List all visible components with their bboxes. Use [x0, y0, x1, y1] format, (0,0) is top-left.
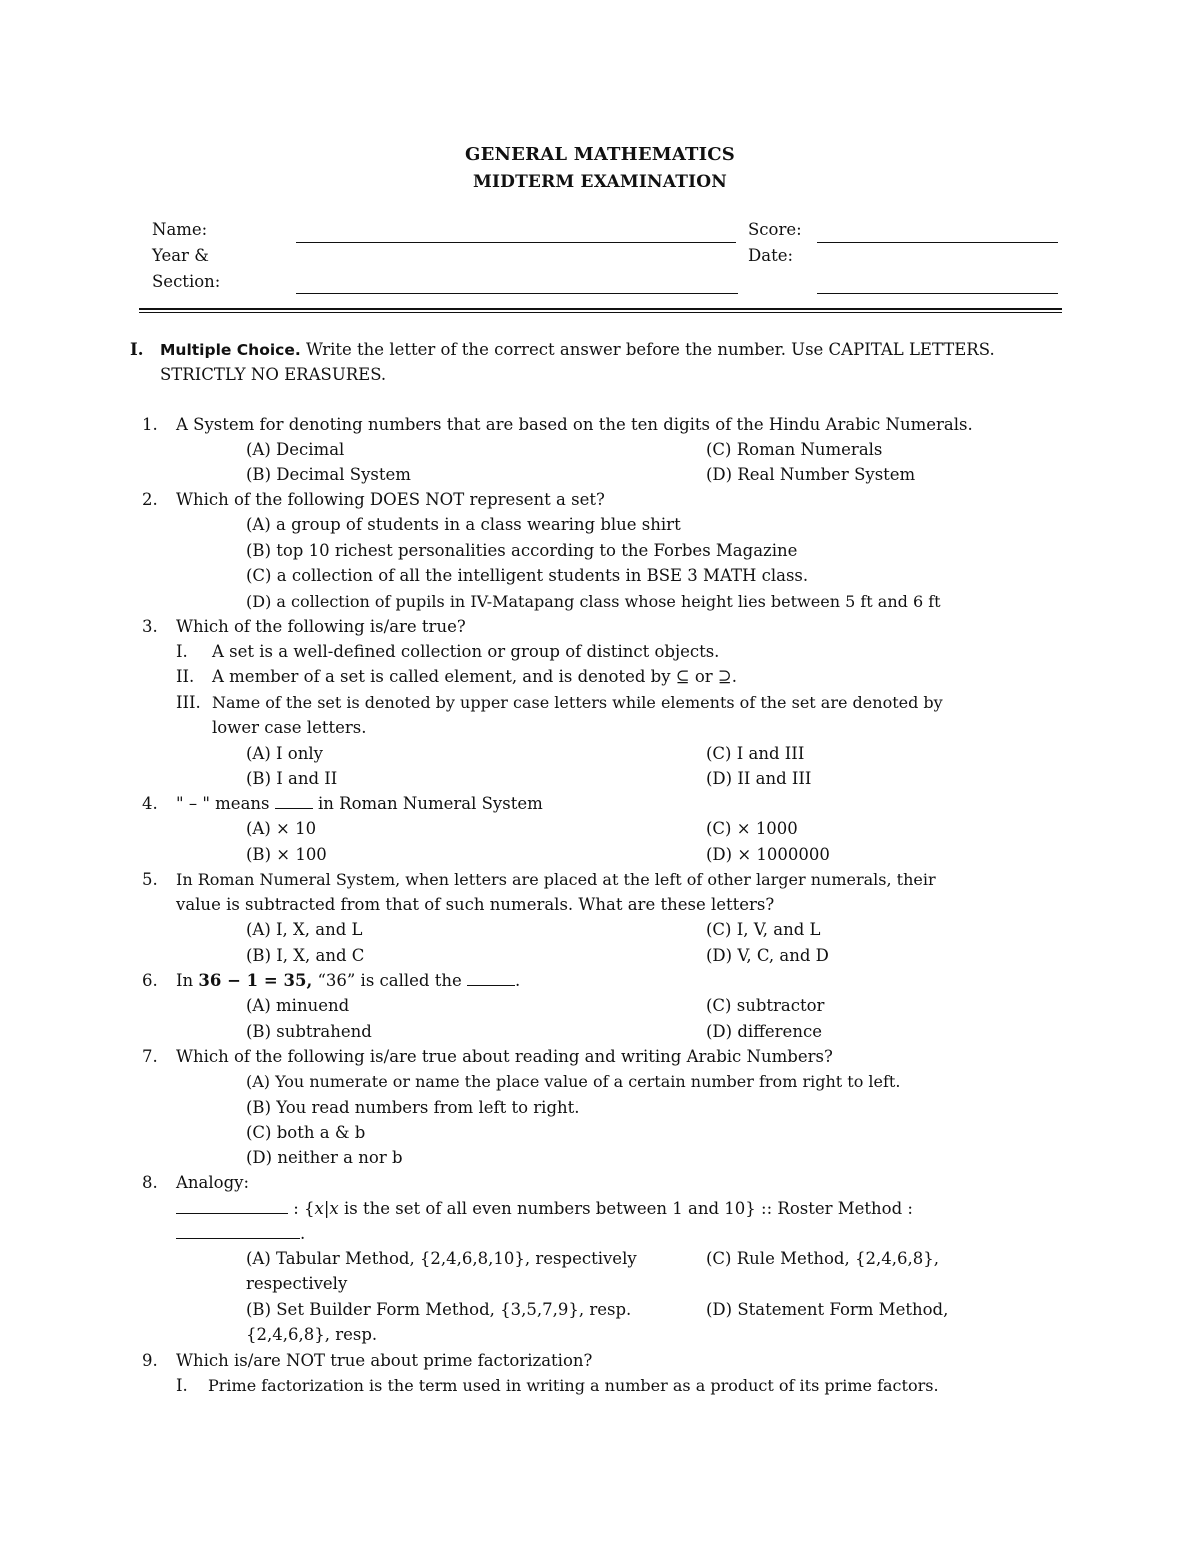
q6-text-pre: In — [176, 971, 194, 990]
part-numeral: I. — [130, 340, 144, 359]
q8-choice-a: (A) Tabular Method, {2,4,6,8,10}, respectively — [246, 1249, 637, 1268]
q3-item-i-numeral: I. — [176, 642, 188, 661]
q7-number: 7. — [142, 1047, 158, 1066]
q8-analogy — [176, 1196, 913, 1221]
name-label: Name: — [152, 220, 208, 239]
q8-text: Analogy: — [176, 1173, 250, 1192]
q2-text: Which of the following DOES NOT represent a set? — [176, 490, 605, 509]
q1-choice-b: (B) Decimal System — [246, 465, 411, 484]
q8-number: 8. — [142, 1173, 158, 1192]
q3-text: Which of the following is/are true? — [176, 617, 466, 636]
q3-choice-d: (D) II and III — [706, 769, 812, 788]
date-field[interactable] — [817, 293, 1058, 294]
q3-item-iii-cont: lower case letters. — [212, 718, 367, 737]
q1-choice-d: (D) Real Number System — [706, 465, 916, 484]
q5-choice-d: (D) V, C, and D — [706, 946, 829, 965]
q4-choice-c: (C) × 1000 — [706, 819, 798, 838]
q1-text: A System for denoting numbers that are based on the ten digits of the Hindu Arabic Numerals. — [176, 415, 973, 434]
q7-choice-a: (A) You numerate or name the place value of a certain number from right to left. — [246, 1072, 901, 1091]
instruction-line-1: Write the letter of the correct answer before the number. Use CAPITAL LETTERS. — [306, 340, 995, 359]
q5-choice-c: (C) I, V, and L — [706, 920, 821, 939]
score-label: Score: — [748, 220, 802, 239]
q1-choice-a: (A) Decimal — [246, 440, 345, 459]
q8-choice-b: (B) Set Builder Form Method, {3,5,7,9}, resp. — [246, 1300, 632, 1319]
q6-choice-b: (B) subtrahend — [246, 1022, 372, 1041]
q5-text-cont: value is subtracted from that of such numerals. What are these letters? — [176, 895, 775, 914]
year-section-field[interactable] — [296, 293, 738, 294]
q2-choice-a: (A) a group of students in a class wearing blue shirt — [246, 515, 681, 534]
q8-choice-b-cont: {2,4,6,8}, resp. — [246, 1325, 378, 1344]
section-label: Section: — [152, 272, 221, 291]
q8-blank-2 — [176, 1224, 300, 1239]
q6-choice-d: (D) difference — [706, 1022, 822, 1041]
q9-item-i: Prime factorization is the term used in writing a number as a product of its prime factors. — [208, 1376, 939, 1395]
q4-answer-blank — [275, 794, 313, 809]
q6-number: 6. — [142, 971, 158, 990]
q3-number: 3. — [142, 617, 158, 636]
year-label: Year & — [152, 246, 209, 265]
q4-choice-a: (A) × 10 — [246, 819, 317, 838]
q2-number: 2. — [142, 490, 158, 509]
q8-choice-c: (C) Rule Method, {2,4,6,8}, — [706, 1249, 939, 1268]
q6-choice-c: (C) subtractor — [706, 996, 825, 1015]
q2-choice-d: (D) a collection of pupils in IV-Matapang class whose height lies between 5 ft and 6 ft — [246, 592, 941, 611]
q3-item-iii-numeral: III. — [176, 693, 201, 712]
instruction-line-2: STRICTLY NO ERASURES. — [160, 365, 387, 384]
q8-analogy-text: : {𝑥|𝑥 is the set of all even numbers between 1 and 10} :: Roster Method : — [293, 1199, 913, 1218]
q5-text: In Roman Numeral System, when letters are placed at the left of other larger numerals, their — [176, 870, 936, 889]
q6-answer-blank — [467, 971, 515, 986]
q5-choice-a: (A) I, X, and L — [246, 920, 363, 939]
exam-subtitle: MIDTERM EXAMINATION — [472, 172, 728, 192]
exam-title: GENERAL MATHEMATICS — [465, 144, 735, 165]
q2-choice-c: (C) a collection of all the intelligent students in BSE 3 MATH class. — [246, 566, 809, 585]
q8-blank-1 — [176, 1199, 288, 1214]
q4-text — [176, 791, 543, 816]
q4-number: 4. — [142, 794, 158, 813]
q9-number: 9. — [142, 1351, 158, 1370]
q3-item-i: A set is a well-defined collection or group of distinct objects. — [212, 642, 720, 661]
q1-number: 1. — [142, 415, 158, 434]
q4-choice-d: (D) × 1000000 — [706, 845, 830, 864]
q4-text-pre: " – " means — [176, 794, 270, 813]
q6-text: In 36 − 1 = 35, “36” is called the . — [176, 971, 521, 990]
q7-choice-c: (C) both a & b — [246, 1123, 366, 1142]
q8-choice-a-cont: respectively — [246, 1274, 348, 1293]
header-divider — [139, 308, 1062, 310]
q3-choice-c: (C) I and III — [706, 744, 805, 763]
q6-text-mid: “36” is called the — [317, 971, 462, 990]
header-divider-thin — [139, 312, 1062, 313]
date-label: Date: — [748, 246, 794, 265]
q3-item-ii-numeral: II. — [176, 667, 195, 686]
q3-item-ii: A member of a set is called element, and is denoted by ⊆ or ⊇. — [212, 667, 737, 686]
q4-choice-b: (B) × 100 — [246, 845, 327, 864]
q4-text-post: in Roman Numeral System — [318, 794, 543, 813]
q9-text: Which is/are NOT true about prime factorization? — [176, 1351, 593, 1370]
q1-choice-c: (C) Roman Numerals — [706, 440, 883, 459]
part-heading: Multiple Choice. — [160, 341, 301, 359]
q3-choice-b: (B) I and II — [246, 769, 338, 788]
score-field[interactable] — [817, 242, 1058, 243]
name-field[interactable] — [296, 242, 736, 243]
q7-choice-d: (D) neither a nor b — [246, 1148, 403, 1167]
q7-choice-b: (B) You read numbers from left to right. — [246, 1098, 580, 1117]
q5-number: 5. — [142, 870, 158, 889]
q5-choice-b: (B) I, X, and C — [246, 946, 365, 965]
q3-item-iii: Name of the set is denoted by upper case letters while elements of the set are denoted by — [212, 693, 943, 712]
part-instructions — [160, 337, 995, 363]
q7-text: Which of the following is/are true about reading and writing Arabic Numbers? — [176, 1047, 833, 1066]
q8-choice-d: (D) Statement Form Method, — [706, 1300, 949, 1319]
q3-choice-a: (A) I only — [246, 744, 323, 763]
q8-analogy-end: . — [176, 1221, 305, 1246]
q6-choice-a: (A) minuend — [246, 996, 350, 1015]
q9-item-i-numeral: I. — [176, 1376, 188, 1395]
q2-choice-b: (B) top 10 richest personalities according to the Forbes Magazine — [246, 541, 798, 560]
q6-equation: 36 − 1 = 35, — [198, 971, 313, 990]
